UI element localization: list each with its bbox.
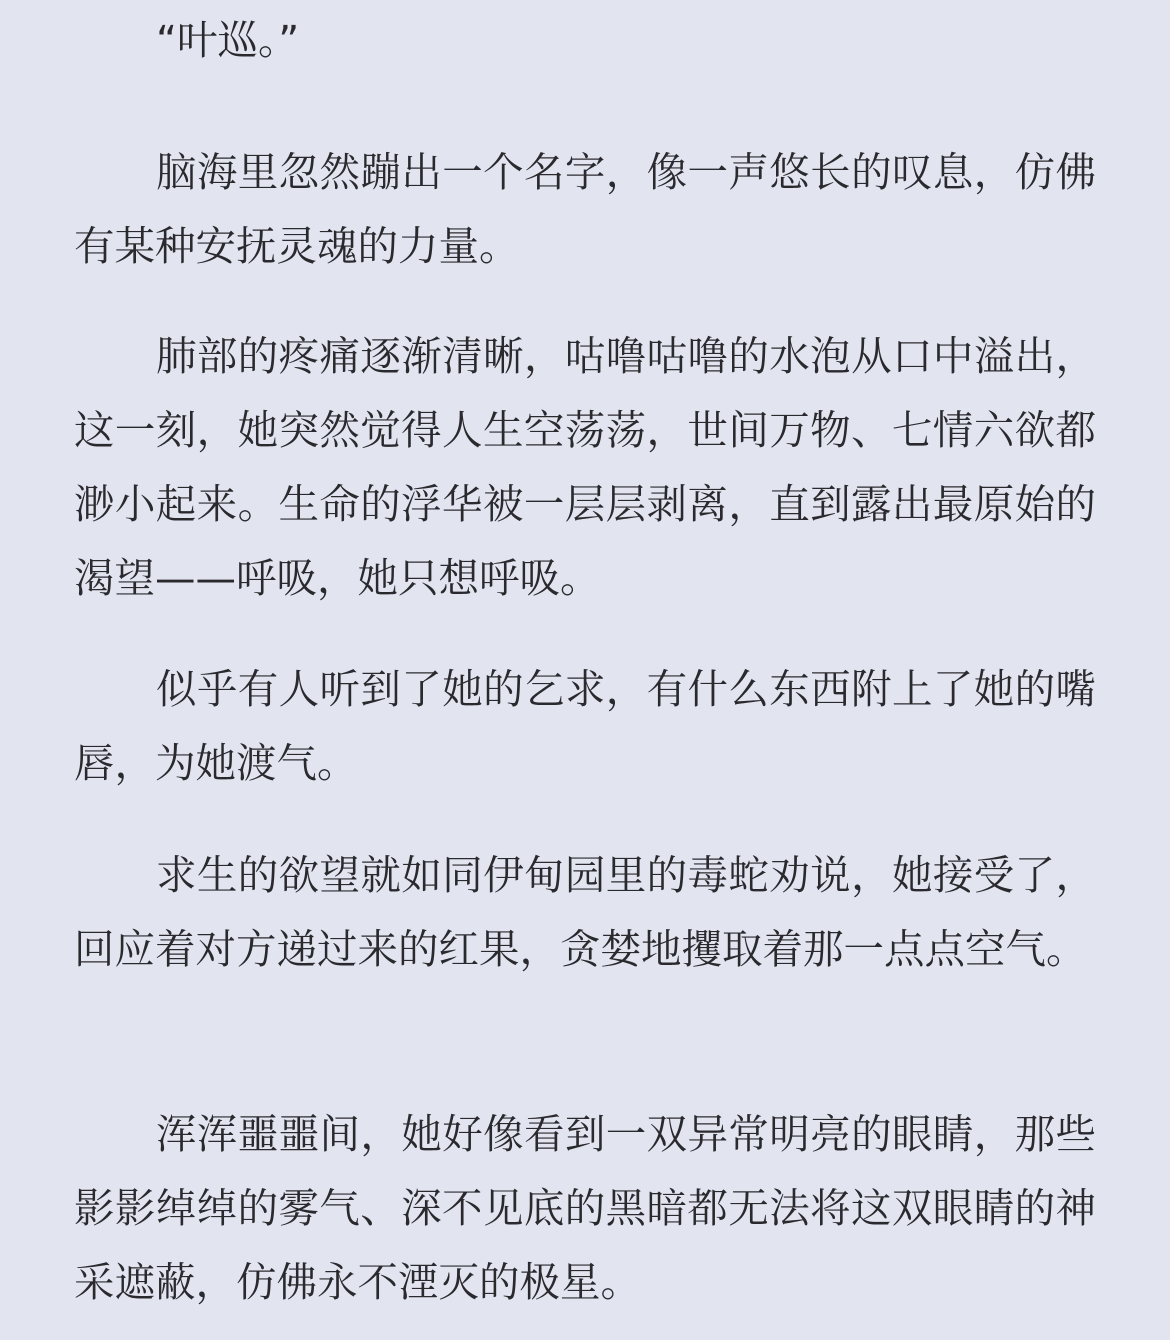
paragraph: 似乎有人听到了她的乞求，有什么东西附上了她的嘴唇，为她渡气。 — [74, 665, 1096, 787]
paragraph: 浑浑噩噩间，她好像看到一双异常明亮的眼睛，那些影影绰绰的雾气、深不见底的黑暗都无法将这双眼睛的神采遮蔽，仿佛永不湮灭的极星。 — [74, 1110, 1096, 1306]
paragraph: 脑海里忽然蹦出一个名字，像一声悠长的叹息，仿佛有某种安抚灵魂的力量。 — [74, 148, 1096, 270]
paragraph: 求生的欲望就如同伊甸园里的毒蛇劝说，她接受了，回应着对方递过来的红果，贪婪地攫取着那一点点空气。 — [74, 851, 1096, 973]
paragraph: 肺部的疼痛逐渐清晰，咕噜咕噜的水泡从口中溢出，这一刻，她突然觉得人生空荡荡，世间万物、七情六欲都渺小起来。生命的浮华被一层层剥离，直到露出最原始的渴望——呼吸，她只想呼吸。 — [74, 332, 1096, 602]
paragraph: “叶巡。” — [156, 16, 300, 64]
